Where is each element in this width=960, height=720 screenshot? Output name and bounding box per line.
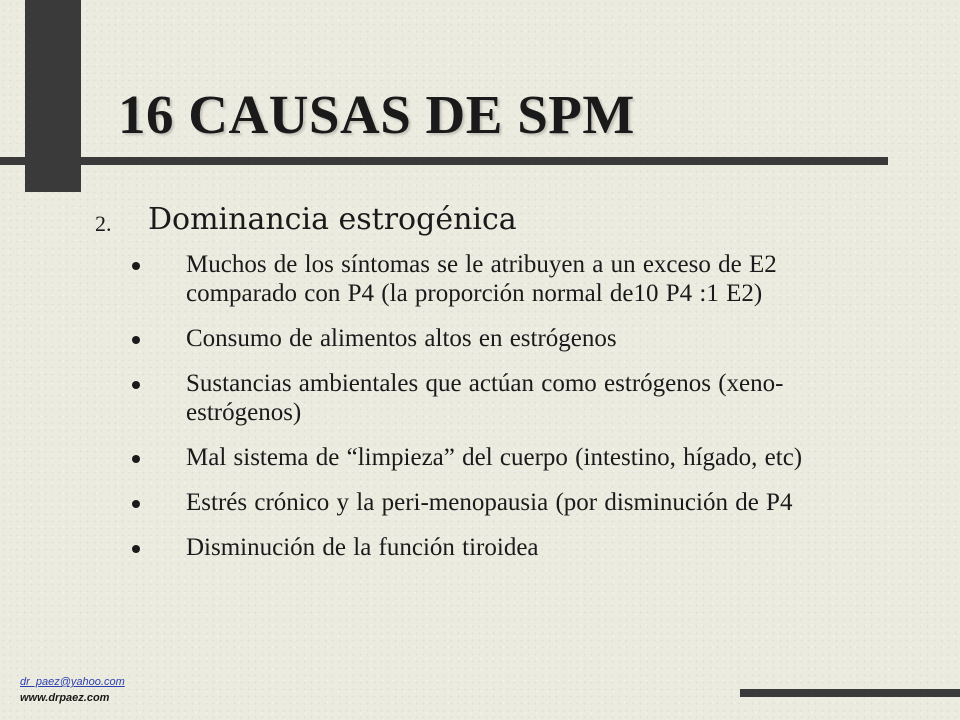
bullet-dot-icon bbox=[132, 500, 140, 508]
bullet-list bbox=[130, 250, 890, 578]
bullet-text: Disminución de la función tiroidea bbox=[186, 534, 539, 561]
footer-website: www.drpaez.com bbox=[20, 692, 110, 704]
bullet-text: Mal sistema de “limpieza” del cuerpo (intestino, hígado, etc) bbox=[186, 444, 803, 471]
bullet-text: Estrés crónico y la peri-menopausia (por disminución de P4 bbox=[186, 489, 793, 516]
list-item bbox=[130, 488, 890, 517]
list-item bbox=[130, 324, 890, 353]
list-item bbox=[130, 533, 890, 562]
bottom-accent-rule bbox=[740, 689, 960, 697]
list-item bbox=[130, 250, 890, 308]
page-title: 16 CAUSAS DE SPM bbox=[118, 84, 635, 145]
section-title: Dominancia estrogénica bbox=[148, 202, 517, 237]
bullet-dot-icon bbox=[132, 381, 140, 389]
section-number: 2. bbox=[95, 211, 112, 236]
bullet-dot-icon bbox=[132, 455, 140, 463]
bullet-dot-icon bbox=[132, 336, 140, 344]
bullet-text: Muchos de los síntomas se le atribuyen a un exceso de E2 comparado con P4 (la proporción normal de10 P4 :1 E2) bbox=[186, 251, 777, 307]
list-item bbox=[130, 443, 890, 472]
bullet-dot-icon bbox=[132, 262, 140, 270]
bullet-dot-icon bbox=[132, 545, 140, 553]
list-item bbox=[130, 369, 890, 427]
bullet-text: Sustancias ambientales que actúan como estrógenos (xeno-estrógenos) bbox=[186, 370, 784, 426]
title-underline-rule bbox=[0, 157, 888, 165]
footer-email-link[interactable]: dr_paez@yahoo.com bbox=[20, 676, 125, 688]
bullet-text: Consumo de alimentos altos en estrógenos bbox=[186, 325, 617, 352]
